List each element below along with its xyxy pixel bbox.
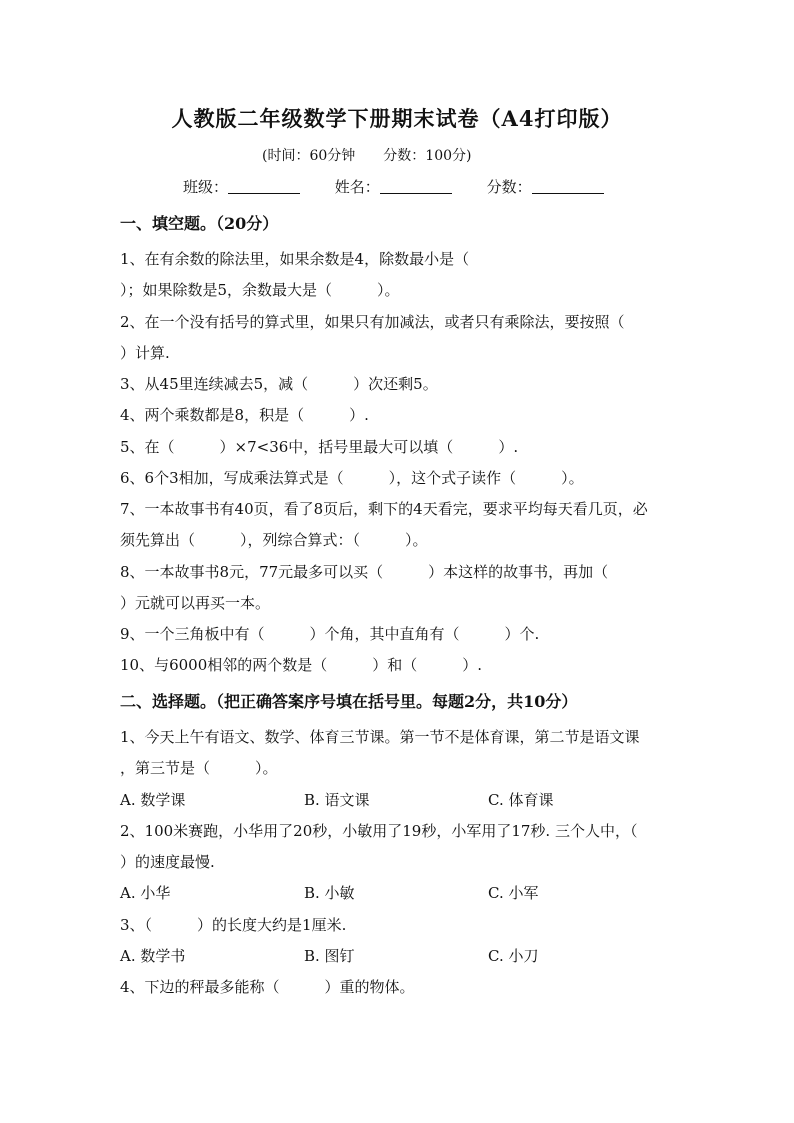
choice-option-a: A. 小华 xyxy=(120,884,171,902)
class-blank xyxy=(228,179,300,194)
choice-option-c: C. 小军 xyxy=(488,884,539,902)
student-info-line xyxy=(183,176,634,197)
choice-question-line: 4、下边的秤最多能称（ ）重的物体。 xyxy=(120,978,415,996)
fill-blank-line: 7、一本故事书有40页，看了8页后，剩下的4天看完，要求平均每天看几页，必 xyxy=(120,500,648,518)
choice-question-line: ）的速度最慢. xyxy=(120,853,215,871)
choice-question-line: ，第三节是（ ）。 xyxy=(120,759,278,777)
choice-option-c: C. 体育课 xyxy=(488,791,554,809)
score-label: 分数： xyxy=(486,178,532,196)
name-blank xyxy=(380,179,452,194)
choice-option-a: A. 数学书 xyxy=(120,947,186,965)
score-blank xyxy=(532,179,604,194)
fill-blank-line: 10、与6000相邻的两个数是（ ）和（ ）. xyxy=(120,656,483,674)
fill-blank-line: 5、在（ ）×7<36中，括号里最大可以填（ ）. xyxy=(120,438,519,456)
fill-blank-line: 2、在一个没有括号的算式里，如果只有加减法，或者只有乘除法，要按照（ xyxy=(120,313,625,331)
class-label: 班级： xyxy=(183,178,229,196)
exam-time: (时间：60分钟 xyxy=(262,148,356,164)
choice-option-b: B. 语文课 xyxy=(304,791,370,809)
section-2-heading: 二、选择题。（把正确答案序号填在括号里。每题2分，共10分） xyxy=(120,692,578,711)
fill-blank-line: 须先算出（ ），列综合算式：（ ）。 xyxy=(120,531,428,549)
fill-blank-line: 4、两个乘数都是8，积是（ ）. xyxy=(120,406,369,424)
choice-option-b: B. 图钉 xyxy=(304,947,355,965)
section-1-heading: 一、填空题。（20分） xyxy=(120,214,279,233)
choice-question-line: 1、今天上午有语文、数学、体育三节课。第一节不是体育课，第二节是语文课 xyxy=(120,728,640,746)
fill-blank-line: 9、一个三角板中有（ ）个角，其中直角有（ ）个. xyxy=(120,625,540,643)
exam-total-score: 分数：100分) xyxy=(383,148,472,164)
exam-info xyxy=(262,145,499,165)
fill-blank-line: ）计算. xyxy=(120,344,170,362)
fill-blank-line: 6、6个3相加，写成乘法算式是（ ），这个式子读作（ ）。 xyxy=(120,469,584,487)
fill-blank-line: ）；如果除数是5，余数最大是（ ）。 xyxy=(120,281,400,299)
choice-option-c: C. 小刀 xyxy=(488,947,539,965)
choice-option-a: A. 数学课 xyxy=(120,791,186,809)
choice-question-line: 2、100米赛跑，小华用了20秒，小敏用了19秒，小军用了17秒. 三个人中，（ xyxy=(120,822,638,840)
choice-option-b: B. 小敏 xyxy=(304,884,355,902)
fill-blank-line: 8、一本故事书8元，77元最多可以买（ ）本这样的故事书，再加（ xyxy=(120,563,609,581)
fill-blank-line: 1、在有余数的除法里，如果余数是4，除数最小是（ xyxy=(120,250,470,268)
fill-blank-line: ）元就可以再买一本。 xyxy=(120,594,271,612)
page-title: 人教版二年级数学下册期末试卷（A4打印版） xyxy=(171,106,623,131)
choice-question-line: 3、（ ）的长度大约是1厘米. xyxy=(120,916,347,934)
name-label: 姓名： xyxy=(334,178,380,196)
fill-blank-line: 3、从45里连续减去5，减（ ）次还剩5。 xyxy=(120,375,438,393)
